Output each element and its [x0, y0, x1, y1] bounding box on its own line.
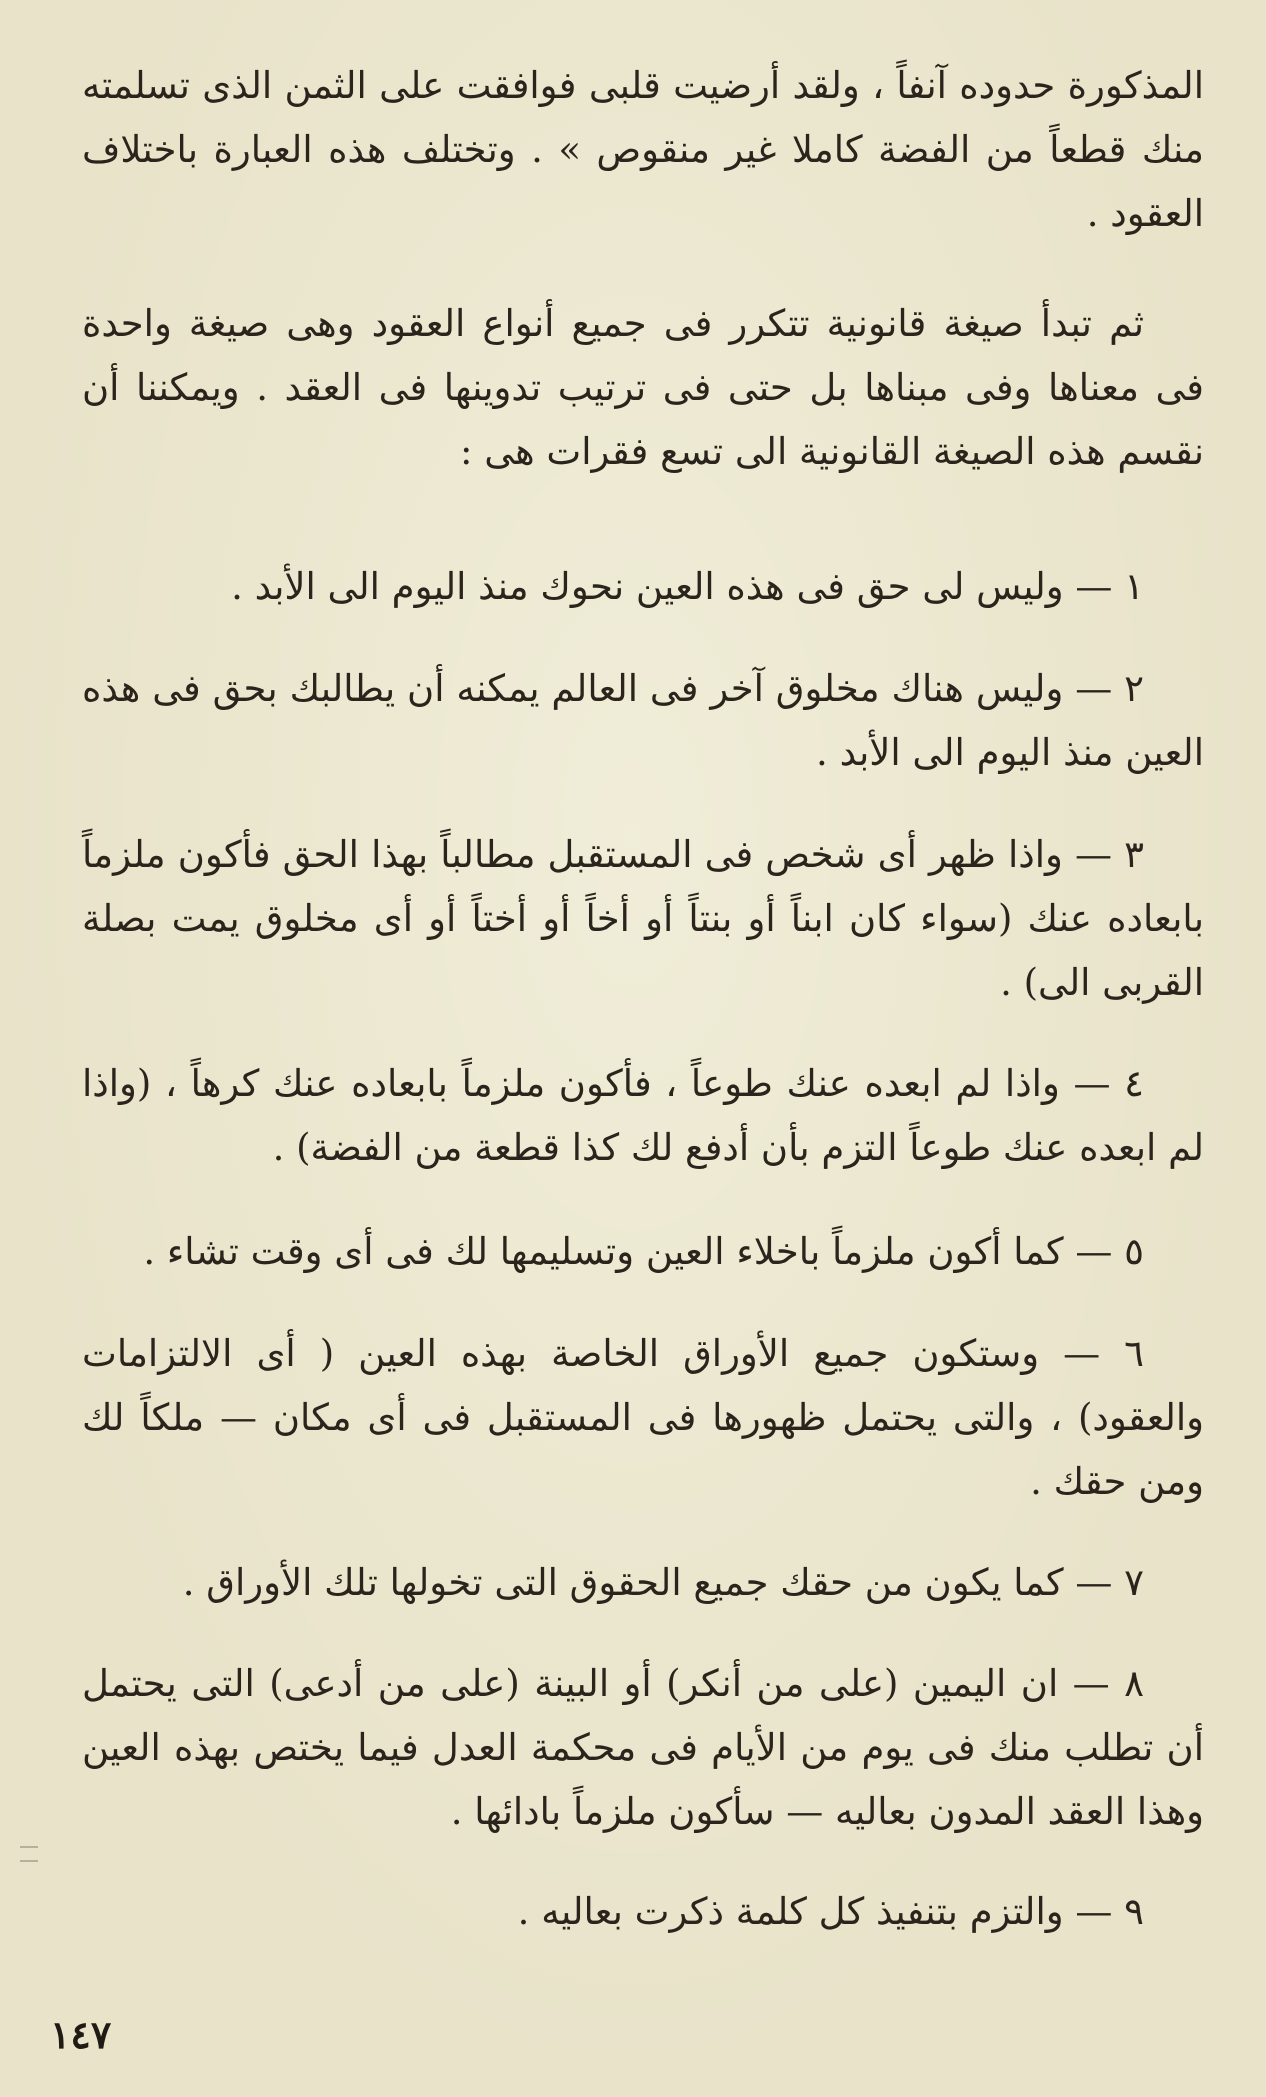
clause-7: ٧ — كما يكون من حقك جميع الحقوق التى تخولها تلك الأوراق . [182, 1561, 1144, 1604]
clause-2: ٢ — وليس هناك مخلوق آخر فى العالم يمكنه أن يطالبك بحق فى هذه العين منذ اليوم الى الأبد . [82, 667, 1204, 774]
clause-8: ٨ — ان اليمين (على من أنكر) أو البينة (على من أدعى) التى يحتمل أن تطلب منك فى يوم من الأيام فى محكمة العدل فيما يختص بهذه العين وهذا العقد المدون بعاليه — سأكون ملزماً بادائها . [82, 1662, 1204, 1833]
clause-3: ٣ — واذا ظهر أى شخص فى المستقبل مطالباً بهذا الحق فأكون ملزماً بابعاده عنك (سواء كان ابناً أو بنتاً أو أخاً أو أختاً أو أى مخلوق يمت بصلة القربى الى) . [82, 833, 1204, 1004]
clause-4: ٤ — واذا لم ابعده عنك طوعاً ، فأكون ملزماً بابعاده عنك كرهاً ، (واذا لم ابعده عنك طوعاً التزم بأن أدفع لك كذا قطعة من الفضة) . [82, 1062, 1204, 1169]
clause-9: ٩ — والتزم بتنفيذ كل كلمة ذكرت بعاليه . [517, 1890, 1144, 1933]
paragraph-legal-formula: ثم تبدأ صيغة قانونية تتكرر فى جميع أنواع العقود وهى صيغة واحدة فى معناها وفى مبناها بل حتى فى ترتيب تدوينها فى العقد . ويمكننا أن نقسم هذه الصيغة القانونية الى تسع فقرات هى : [82, 302, 1204, 473]
clause-1: ١ — وليس لى حق فى هذه العين نحوك منذ اليوم الى الأبد . [231, 565, 1144, 608]
paragraph-intro-continuation: المذكورة حدوده آنفاً ، ولقد أرضيت قلبى فوافقت على الثمن الذى تسلمته منك قطعاً من الفضة كاملا غير منقوص » . وتختلف هذه العبارة باختلاف العقود . [82, 64, 1204, 235]
clause-6: ٦ — وستكون جميع الأوراق الخاصة بهذه العين ( أى الالتزامات والعقود) ، والتى يحتمل ظهورها فى المستقبل فى أى مكان — ملكاً لك ومن حقك . [82, 1332, 1204, 1503]
page-number: ١٤٧ [50, 2012, 112, 2057]
clause-5: ٥ — كما أكون ملزماً باخلاء العين وتسليمها لك فى أى وقت تشاء . [143, 1230, 1144, 1273]
margin-mark [20, 1846, 38, 1862]
